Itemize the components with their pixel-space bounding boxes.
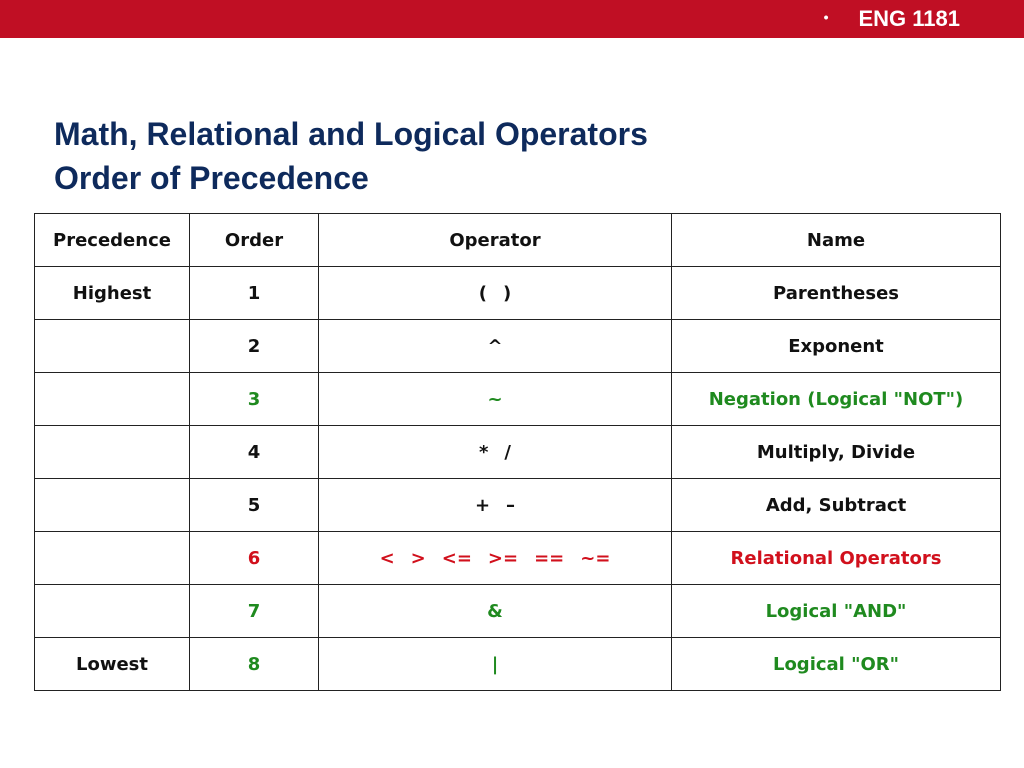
operator-symbol: ) bbox=[503, 282, 512, 304]
cell-order: 7 bbox=[190, 585, 319, 638]
cell-operator bbox=[319, 532, 672, 585]
header-precedence: Precedence bbox=[35, 214, 190, 267]
precedence-table bbox=[34, 213, 1001, 691]
operator-symbol: + bbox=[474, 494, 491, 516]
header-bar bbox=[0, 0, 1024, 38]
cell-precedence bbox=[35, 479, 190, 532]
cell-precedence bbox=[35, 426, 190, 479]
cell-order: 6 bbox=[190, 532, 319, 585]
table-row bbox=[35, 532, 1001, 585]
table-row bbox=[35, 479, 1001, 532]
operator-symbol: / bbox=[504, 441, 511, 463]
cell-precedence bbox=[35, 585, 190, 638]
header-name: Name bbox=[672, 214, 1001, 267]
cell-order: 4 bbox=[190, 426, 319, 479]
cell-name: Logical "AND" bbox=[672, 585, 1001, 638]
bullet: • bbox=[823, 9, 829, 26]
cell-name: Exponent bbox=[672, 320, 1001, 373]
cell-order: 1 bbox=[190, 267, 319, 320]
operator-symbol: ^ bbox=[487, 335, 503, 357]
title-line-2: Order of Precedence bbox=[54, 160, 369, 196]
cell-name: Logical "OR" bbox=[672, 638, 1001, 691]
operator-symbol: ~ bbox=[487, 388, 503, 410]
table-header-row bbox=[35, 214, 1001, 267]
cell-operator bbox=[319, 426, 672, 479]
table-body bbox=[35, 267, 1001, 691]
cell-order: 3 bbox=[190, 373, 319, 426]
header-operator: Operator bbox=[319, 214, 672, 267]
slide-title bbox=[54, 112, 648, 200]
cell-order: 2 bbox=[190, 320, 319, 373]
header-order: Order bbox=[190, 214, 319, 267]
cell-precedence bbox=[35, 532, 190, 585]
operator-symbol: == bbox=[534, 547, 565, 569]
cell-operator bbox=[319, 585, 672, 638]
course-code: ENG 1181 bbox=[858, 6, 960, 31]
cell-name: Negation (Logical "NOT") bbox=[672, 373, 1001, 426]
operator-symbol: ~= bbox=[580, 547, 611, 569]
cell-order: 8 bbox=[190, 638, 319, 691]
cell-precedence: Lowest bbox=[35, 638, 190, 691]
cell-operator bbox=[319, 479, 672, 532]
cell-precedence: Highest bbox=[35, 267, 190, 320]
cell-operator bbox=[319, 320, 672, 373]
operator-symbol: <= bbox=[441, 547, 472, 569]
cell-operator bbox=[319, 373, 672, 426]
cell-operator bbox=[319, 638, 672, 691]
cell-precedence bbox=[35, 373, 190, 426]
course-label bbox=[824, 6, 960, 32]
operator-symbol: > bbox=[410, 547, 426, 569]
table-row bbox=[35, 426, 1001, 479]
operator-symbol: * bbox=[479, 441, 489, 463]
operator-symbol: & bbox=[487, 600, 503, 622]
operator-symbol: ( bbox=[478, 282, 487, 304]
table-row bbox=[35, 638, 1001, 691]
table-row bbox=[35, 320, 1001, 373]
cell-operator bbox=[319, 267, 672, 320]
operator-symbol: – bbox=[506, 494, 516, 516]
cell-order: 5 bbox=[190, 479, 319, 532]
title-line-1: Math, Relational and Logical Operators bbox=[54, 116, 648, 152]
operator-symbol: >= bbox=[487, 547, 519, 569]
table-row bbox=[35, 267, 1001, 320]
operator-symbol: < bbox=[379, 547, 395, 569]
operator-symbol: | bbox=[491, 653, 499, 675]
table-row bbox=[35, 585, 1001, 638]
cell-name: Multiply, Divide bbox=[672, 426, 1001, 479]
cell-name: Add, Subtract bbox=[672, 479, 1001, 532]
cell-name: Parentheses bbox=[672, 267, 1001, 320]
cell-name: Relational Operators bbox=[672, 532, 1001, 585]
cell-precedence bbox=[35, 320, 190, 373]
table-row bbox=[35, 373, 1001, 426]
